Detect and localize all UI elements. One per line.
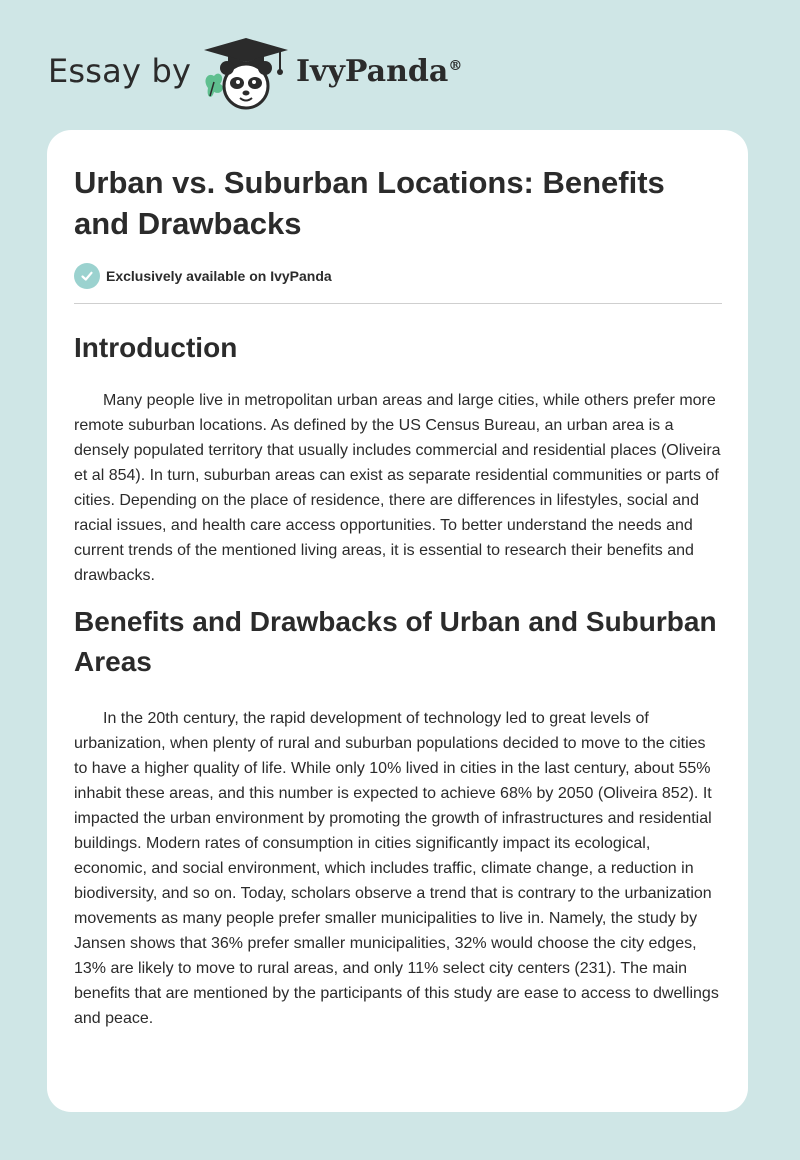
essay-card: [47, 130, 748, 1112]
brand-name: IvyPanda: [296, 54, 449, 89]
essay-by-label: Essay by: [48, 52, 192, 90]
exclusive-badge: [74, 262, 722, 290]
check-circle-icon: [74, 263, 100, 289]
section-paragraph-introduction: Many people live in metropolitan urban areas and large cities, while others prefer more remote suburban locations. As defined by the US Census Bureau, an urban area is a densely populated territory that usually includes commercial and residential places (Oliveira et al 854). In turn, suburban areas can exist as separate residential communities or parts of cities. Depending on the place of residence, there are differences in lifestyles, social and racial issues, and health care access opportunities. To better understand the needs and current trends of the mentioned living areas, it is essential to research their benefits and drawbacks.: [74, 392, 721, 584]
panda-graduate-icon[interactable]: [200, 36, 292, 110]
section-heading-introduction: Introduction: [74, 332, 238, 363]
brand-logo-text[interactable]: [296, 54, 462, 89]
exclusive-badge-text: Exclusively available on IvyPanda: [106, 268, 332, 284]
title-divider: [74, 303, 722, 304]
section-paragraph-benefits-drawbacks: In the 20th century, the rapid development of technology led to great levels of urbanization, when plenty of rural and suburban populations decided to move to the cities to have a higher quality of life. While only 10% lived in cities in the last century, about 55% inhabit these areas, and this number is expected to achieve 68% by 2050 (Oliveira 852). It impacted the urban environment by promoting the growth of infrastructures and residential buildings. Modern rates of consumption in cities significantly impact its ecological, economic, and social environment, which includes traffic, climate change, a reduction in biodiversity, and so on. Today, scholars observe a trend that is contrary to the urbanization movements as many people prefer smaller municipalities to live in. Namely, the study by Jansen shows that 36% prefer smaller municipalities, 32% would choose the city edges, 13% are likely to move to rural areas, and only 11% select city centers (231). The main benefits that are mentioned by the participants of this study are ease to access to dwellings and peace.: [74, 710, 719, 1027]
site-header: [0, 0, 800, 130]
registered-mark: ®: [448, 58, 463, 74]
section-heading-benefits-drawbacks: Benefits and Drawbacks of Urban and Suburban Areas: [74, 606, 717, 677]
essay-title: Urban vs. Suburban Locations: Benefits and Drawbacks: [74, 165, 665, 241]
